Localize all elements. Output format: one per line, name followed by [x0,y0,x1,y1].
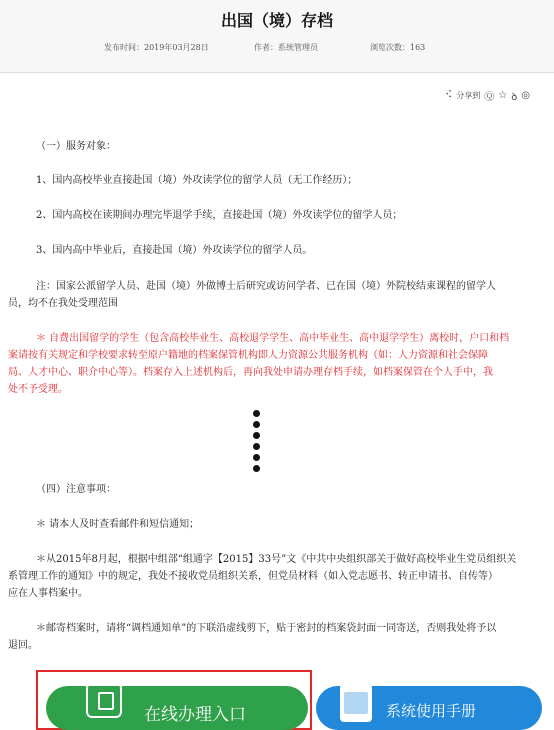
notice-item: ＊从2015年8月起，根据中组部“组通字【2015】33号”文《中共中央组织部关于做好高校毕业生党员组织关 [36,554,517,565]
share-icon[interactable]: ⠪ [444,90,453,101]
publish-time: 发布时间：2019年03月28日 [104,43,209,52]
red-notice: 案请按有关规定和学校要求转至原户籍地的档案保管机构即人力资源公共服务机构（如：人力资源和社会保障 [8,350,488,361]
list-item: 3、国内高中毕业后，直接赴国（境）外攻读学位的留学人员。 [36,245,313,256]
red-notice: ＊ 自费出国留学的学生（包含高校毕业生、高校退学学生、高中毕业生、高中退学学生）离校时，户口和档 [36,333,510,344]
user-manual-button[interactable] [316,686,542,730]
online-service-button[interactable] [46,686,308,730]
ellipsis-dots [253,410,261,476]
red-notice: 局、人才中心、职介中心等）。档案存入上述机构后，再向我处申请办理存档手续，如档案保管在个人手中，我 [8,367,493,378]
notice-item: ＊邮寄档案时，请将“调档通知单”的下联沿虚线剪下，贴于密封的档案袋封面一同寄送，否则我处将予以 [36,623,497,634]
book-icon [340,684,372,722]
notice-item: 系管理工作的通知》中的规定，我处不接收党员组织关系，但党员材料（如入党志愿书、转正申请书、自传等） [8,571,498,582]
note-text: 员，均不在我处受理范围 [8,298,118,309]
weibo-icon[interactable]: ꝺ [511,91,518,103]
notice-item: 退回。 [8,640,38,651]
share-label: 分享到 [456,91,481,100]
section4-title: （四）注意事项： [36,484,116,495]
notice-item: ＊ 请本人及时查看邮件和短信通知； [36,519,200,530]
wechat-icon[interactable]: ◎ [521,90,530,101]
list-item: 1、国内高校毕业直接赴国（境）外攻读学位的留学人员（无工作经历）； [36,175,358,186]
red-notice: 处不予受理。 [8,384,68,395]
article-header [0,0,554,73]
qq-icon[interactable]: Ⓠ [484,92,495,103]
online-service-label: 在线办理入口 [144,705,246,725]
share-bar [445,88,530,103]
note-text: 注：国家公派留学人员、赴国（境）外做博士后研究或访问学者、已在国（境）外院校结束课程的留学人 [36,281,496,292]
notice-item: 应在人事档案中。 [8,588,88,599]
section1-title: （一）服务对象： [36,141,116,152]
page-title: 出国（境）存档 [220,11,333,30]
user-manual-label: 系统使用手册 [386,702,477,720]
favorite-icon[interactable]: ☆ [498,90,508,101]
author: 作者：系统管理员 [254,43,318,52]
view-count: 浏览次数：163 [370,43,426,52]
id-card-icon [86,682,122,718]
list-item: 2、国内高校在读期间办理完毕退学手续，直接赴国（境）外攻读学位的留学人员； [36,210,403,221]
